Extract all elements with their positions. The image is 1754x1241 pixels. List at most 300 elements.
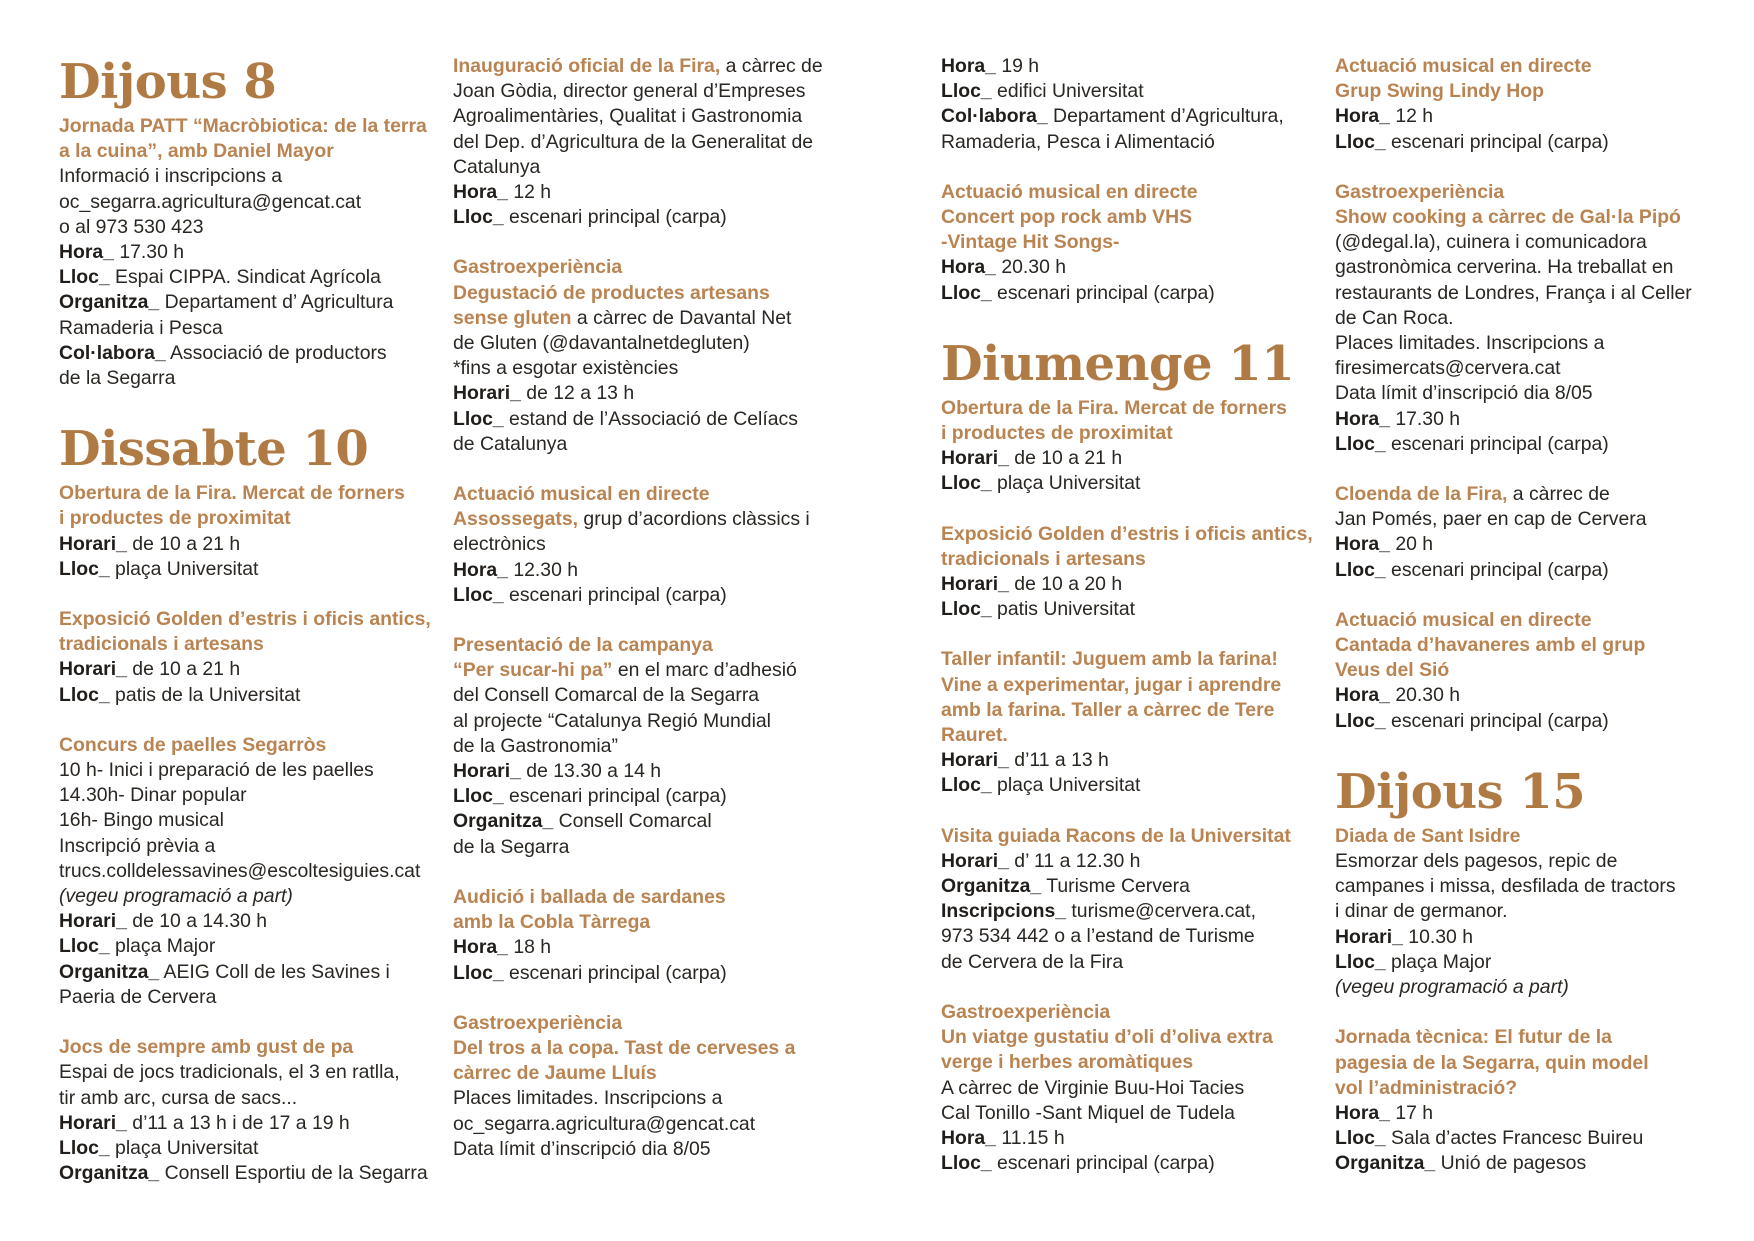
event-line	[59, 1136, 439, 1161]
event-block	[941, 1000, 1321, 1176]
event-line	[941, 205, 1321, 230]
event-text: de 10 a 21 h	[126, 658, 241, 681]
field-label: Lloc_	[941, 281, 992, 304]
event-text: de 13.30 a 14 h	[520, 760, 662, 783]
event-text: 10.30 h	[1402, 925, 1473, 948]
event-line	[453, 1086, 833, 1111]
event-line	[453, 407, 833, 432]
event-title: Jornada tècnica: El futur de la	[1335, 1026, 1612, 1049]
event-block	[453, 885, 833, 986]
field-label: Hora_	[1335, 533, 1390, 556]
event-text: Sala d’actes Francesc Buireu	[1385, 1127, 1644, 1150]
event-line	[59, 316, 439, 341]
field-label: Hora_	[941, 55, 996, 77]
event-text: de 10 a 14.30 h	[126, 910, 268, 933]
event-text: escenari principal (carpa)	[1385, 432, 1609, 455]
field-label: Hora_	[1335, 1101, 1390, 1124]
event-line	[59, 733, 439, 758]
field-label: Hora_	[1335, 105, 1390, 128]
event-text: i dinar de germanor.	[1335, 900, 1508, 923]
event-line	[59, 341, 439, 366]
event-text: plaça Universitat	[991, 472, 1141, 495]
event-text: Unió de pagesos	[1435, 1152, 1587, 1175]
event-text: Jan Pomés, paer en cap de Cervera	[1335, 508, 1647, 531]
event-text: escenari principal (carpa)	[991, 281, 1215, 304]
event-line	[453, 835, 833, 860]
event-text: Turisme Cervera	[1041, 875, 1190, 898]
field-label: Organitza_	[453, 810, 554, 833]
event-line	[453, 1036, 833, 1061]
event-line	[941, 281, 1321, 306]
event-line	[59, 265, 439, 290]
event-title: a la cuina”, amb Daniel Mayor	[59, 140, 334, 163]
event-text: del Consell Comarcal de la Segarra	[453, 684, 760, 707]
event-line	[1335, 381, 1715, 406]
event-text: a càrrec de Davantal Net	[571, 306, 792, 329]
event-text: de Can Roca.	[1335, 306, 1454, 329]
event-line	[941, 723, 1321, 748]
event-text: 17.30 h	[1389, 407, 1461, 430]
event-line	[941, 950, 1321, 975]
event-text: plaça Universitat	[109, 1136, 259, 1159]
event-title: Degustació de productes artesans	[453, 281, 770, 304]
event-text: Departament d’ Agricultura	[159, 291, 394, 314]
event-text: o al 973 530 423	[59, 215, 204, 238]
field-label: Lloc_	[453, 206, 504, 229]
event-line	[1335, 558, 1715, 583]
event-line	[453, 180, 833, 205]
event-line	[941, 1025, 1321, 1050]
event-text: A càrrec de Virginie Buu-Hoi Tacies	[941, 1076, 1245, 1099]
event-text: Catalunya	[453, 155, 541, 178]
event-line	[453, 432, 833, 457]
field-label: Lloc_	[1335, 1127, 1386, 1150]
event-title: vol l’administració?	[1335, 1076, 1518, 1099]
event-line	[941, 446, 1321, 471]
field-label: Lloc_	[59, 266, 110, 289]
event-text: d’11 a 13 h	[1008, 749, 1109, 772]
event-line	[453, 532, 833, 557]
field-label: Hora_	[941, 256, 996, 279]
event-line	[453, 683, 833, 708]
event-text: escenari principal (carpa)	[503, 785, 727, 808]
field-label: Horari_	[941, 849, 1009, 872]
event-line	[59, 607, 439, 632]
field-label: Lloc_	[941, 80, 992, 103]
event-text: oc_segarra.agricultura@gencat.cat	[59, 190, 362, 213]
event-line	[453, 910, 833, 935]
event-text: 19 h	[995, 55, 1040, 77]
event-line	[453, 306, 833, 331]
event-block	[1335, 608, 1715, 734]
event-block	[941, 647, 1321, 798]
event-text: 12.30 h	[507, 558, 579, 581]
event-text: Ramaderia, Pesca i Alimentació	[941, 130, 1215, 153]
event-title: Jornada PATT “Macròbiotica: de la terra	[59, 115, 427, 137]
event-line	[453, 961, 833, 986]
event-text: campanes i missa, desfilada de tractors	[1335, 875, 1676, 898]
event-title: Rauret.	[941, 724, 1008, 747]
event-line	[1335, 255, 1715, 280]
event-text: escenari principal (carpa)	[991, 1152, 1215, 1175]
event-block	[941, 180, 1321, 306]
event-text: edifici Universitat	[991, 80, 1144, 103]
event-block	[941, 824, 1321, 975]
column-3	[941, 54, 1321, 1176]
day-heading: Dijous 15	[1335, 763, 1586, 820]
event-text: 18 h	[507, 936, 552, 959]
event-line	[453, 104, 833, 129]
event-line	[941, 824, 1321, 849]
event-line	[59, 481, 439, 506]
event-block	[1335, 180, 1715, 457]
event-line	[1335, 432, 1715, 457]
event-line	[59, 290, 439, 315]
field-label: Col·labora_	[59, 341, 166, 364]
event-text: de la Segarra	[453, 835, 570, 858]
event-text: Places limitades. Inscripcions a	[1335, 332, 1605, 355]
event-title: Veus del Sió	[1335, 659, 1450, 682]
event-title: Taller infantil: Juguem amb la farina!	[941, 648, 1278, 671]
event-text: turisme@cervera.cat,	[1066, 900, 1256, 923]
event-title: Cloenda de la Fira,	[1335, 483, 1508, 506]
event-line	[59, 240, 439, 265]
event-line	[941, 396, 1321, 421]
event-text: escenari principal (carpa)	[1385, 709, 1609, 732]
event-line	[59, 758, 439, 783]
event-text: d’11 a 13 h i de 17 a 19 h	[126, 1111, 350, 1134]
event-line	[941, 874, 1321, 899]
event-line	[1335, 683, 1715, 708]
field-label: Lloc_	[1335, 709, 1386, 732]
field-label: Lloc_	[59, 683, 110, 706]
event-text: Joan Gòdia, director general d’Empreses	[453, 80, 806, 103]
event-block	[1335, 54, 1715, 155]
field-label: Lloc_	[941, 598, 992, 621]
event-line	[453, 809, 833, 834]
event-title: Vine a experimentar, jugar i aprendre	[941, 673, 1282, 696]
event-title: i productes de proximitat	[941, 422, 1173, 445]
event-line	[1335, 950, 1715, 975]
field-label: Lloc_	[453, 961, 504, 984]
event-text: (@degal.la), cuinera i comunicadora	[1335, 231, 1647, 254]
field-label: Hora_	[1335, 684, 1390, 707]
event-line	[59, 859, 439, 884]
event-line	[453, 784, 833, 809]
event-title: Actuació musical en directe	[1335, 608, 1592, 631]
event-line	[1335, 130, 1715, 155]
field-label: Hora_	[453, 558, 508, 581]
field-label: Hora_	[453, 936, 508, 959]
event-line	[941, 748, 1321, 773]
event-text: 20.30 h	[1389, 684, 1461, 707]
event-title: Assossegats,	[453, 508, 579, 531]
event-text: Espai de jocs tradicionals, el 3 en ratlla,	[59, 1061, 400, 1084]
event-line	[59, 139, 439, 164]
event-line	[59, 1086, 439, 1111]
event-block	[59, 114, 439, 391]
event-line	[941, 924, 1321, 949]
field-label: Organitza_	[941, 875, 1042, 898]
event-line	[59, 808, 439, 833]
event-title: Audició i ballada de sardanes	[453, 885, 726, 908]
event-title: verge i herbes aromàtiques	[941, 1051, 1194, 1074]
event-text: trucs.colldelessavines@escoltesiguies.cat	[59, 859, 421, 882]
event-text: escenari principal (carpa)	[1385, 558, 1609, 581]
event-line	[1335, 205, 1715, 230]
field-label: Horari_	[1335, 925, 1403, 948]
event-title: càrrec de Jaume Lluís	[453, 1062, 657, 1085]
event-title: Actuació musical en directe	[453, 483, 710, 506]
event-text: plaça Major	[109, 935, 216, 958]
event-line	[59, 1035, 439, 1060]
column-2	[453, 54, 833, 1162]
event-block	[453, 255, 833, 457]
event-title: Visita guiada Racons de la Universitat	[941, 824, 1291, 847]
event-line	[1335, 899, 1715, 924]
event-line	[941, 899, 1321, 924]
field-label: Horari_	[59, 658, 127, 681]
event-text: en el marc d’adhesió	[612, 659, 797, 682]
event-line	[59, 557, 439, 582]
event-line	[1335, 180, 1715, 205]
event-line	[59, 960, 439, 985]
field-label: Horari_	[59, 910, 127, 933]
event-line	[59, 532, 439, 557]
event-line	[941, 1151, 1321, 1176]
event-line	[453, 1011, 833, 1036]
event-title: Concurs de paelles Segarròs	[59, 733, 327, 756]
field-label: Organitza_	[59, 960, 160, 983]
field-label: Organitza_	[59, 291, 160, 314]
event-line	[1335, 104, 1715, 129]
event-text: plaça Major	[1385, 950, 1492, 973]
event-line	[1335, 507, 1715, 532]
event-title: Concert pop rock amb VHS	[941, 206, 1193, 229]
event-text: tir amb arc, cursa de sacs...	[59, 1086, 298, 1109]
event-text: 20 h	[1389, 533, 1434, 556]
event-text: plaça Universitat	[991, 774, 1141, 797]
event-title: “Per sucar-hi pa”	[453, 659, 613, 682]
event-line	[1335, 925, 1715, 950]
event-line	[1335, 230, 1715, 255]
event-block	[59, 607, 439, 708]
note-text: (vegeu programació a part)	[59, 885, 293, 908]
event-line	[941, 104, 1321, 129]
event-text: Departament d’Agricultura,	[1047, 105, 1284, 128]
event-line	[941, 255, 1321, 280]
event-title: Gastroexperiència	[941, 1000, 1111, 1023]
event-line	[941, 79, 1321, 104]
event-line	[453, 558, 833, 583]
event-line	[453, 633, 833, 658]
event-line	[1335, 633, 1715, 658]
event-line	[1335, 407, 1715, 432]
event-line	[941, 130, 1321, 155]
event-line	[453, 381, 833, 406]
field-label: Horari_	[941, 749, 1009, 772]
event-title: -Vintage Hit Songs-	[941, 231, 1120, 254]
event-block	[453, 482, 833, 608]
event-text: de 10 a 21 h	[1008, 447, 1123, 470]
event-line	[1335, 54, 1715, 79]
event-text: Data límit d’inscripció dia 8/05	[1335, 382, 1593, 405]
event-line	[59, 683, 439, 708]
event-title: tradicionals i artesans	[59, 633, 264, 656]
field-label: Lloc_	[941, 774, 992, 797]
field-label: Horari_	[59, 1111, 127, 1134]
event-text: 11.15 h	[995, 1126, 1065, 1149]
event-text: oc_segarra.agricultura@gencat.cat	[453, 1112, 756, 1135]
event-line	[1335, 331, 1715, 356]
event-title: Exposició Golden d’estris i oficis antics,	[941, 522, 1313, 545]
event-title: Del tros a la copa. Tast de cerveses a	[453, 1036, 796, 1059]
event-text: gastronòmica cerverina. Ha treballat en	[1335, 256, 1674, 279]
event-text: patis de la Universitat	[109, 683, 301, 706]
event-line	[59, 215, 439, 240]
event-line	[453, 79, 833, 104]
event-text: 16h- Bingo musical	[59, 809, 224, 832]
event-line	[1335, 1076, 1715, 1101]
event-title: Cantada d’havaneres amb el grup	[1335, 634, 1646, 657]
event-text: Agroalimentàries, Qualitat i Gastronomia	[453, 105, 803, 128]
event-line	[59, 934, 439, 959]
event-text: escenari principal (carpa)	[503, 206, 727, 229]
event-line	[941, 597, 1321, 622]
event-text: de la Segarra	[59, 367, 176, 390]
event-line	[941, 54, 1321, 79]
field-label: Lloc_	[1335, 130, 1386, 153]
field-label: Lloc_	[941, 472, 992, 495]
event-line	[59, 1060, 439, 1085]
field-label: Organitza_	[1335, 1152, 1436, 1175]
event-text: *fins a esgotar existències	[453, 357, 679, 380]
field-label: Horari_	[941, 573, 1009, 596]
event-text: 17.30 h	[113, 241, 185, 264]
event-line	[59, 909, 439, 934]
event-line	[941, 1000, 1321, 1025]
field-label: Horari_	[453, 760, 521, 783]
event-line	[453, 1061, 833, 1086]
event-line	[453, 54, 833, 79]
event-title: sense gluten	[453, 306, 572, 329]
event-text: d’ 11 a 12.30 h	[1008, 849, 1141, 872]
event-line	[453, 155, 833, 180]
event-line	[453, 482, 833, 507]
event-text: Data límit d’inscripció dia 8/05	[453, 1137, 711, 1160]
event-line	[453, 734, 833, 759]
event-title: Un viatge gustatiu d’oli d’oliva extra	[941, 1026, 1273, 1049]
event-title: Obertura de la Fira. Mercat de forners	[941, 396, 1287, 419]
event-text: de la Gastronomia”	[453, 734, 618, 757]
event-text: del Dep. d’Agricultura de la Generalitat de	[453, 130, 814, 153]
event-text: de 12 a 13 h	[520, 382, 635, 405]
event-block	[1335, 1025, 1715, 1176]
event-line	[453, 255, 833, 280]
event-line	[453, 583, 833, 608]
event-text: escenari principal (carpa)	[503, 583, 727, 606]
event-line	[1335, 1126, 1715, 1151]
event-title: Grup Swing Lindy Hop	[1335, 80, 1544, 103]
event-line	[59, 657, 439, 682]
event-line	[59, 190, 439, 215]
event-text: 14.30h- Dinar popular	[59, 784, 247, 807]
event-title: Actuació musical en directe	[941, 180, 1198, 203]
event-title: Exposició Golden d’estris i oficis antics,	[59, 608, 431, 631]
event-title: Presentació de la campanya	[453, 634, 713, 657]
event-line	[1335, 1101, 1715, 1126]
event-line	[59, 114, 439, 139]
event-line	[1335, 306, 1715, 331]
event-title: Diada de Sant Isidre	[1335, 824, 1521, 847]
event-text: 973 534 442 o a l’estand de Turisme	[941, 925, 1255, 948]
event-line	[1335, 975, 1715, 1000]
event-line	[453, 1112, 833, 1137]
event-line	[59, 164, 439, 189]
event-title: tradicionals i artesans	[941, 547, 1146, 570]
event-title: amb la farina. Taller a càrrec de Tere	[941, 698, 1275, 721]
event-line	[941, 673, 1321, 698]
event-title: Gastroexperiència	[453, 256, 623, 279]
event-text: 20.30 h	[995, 256, 1067, 279]
event-line	[453, 507, 833, 532]
event-line	[1335, 709, 1715, 734]
event-block	[941, 396, 1321, 497]
event-text: Consell Comarcal	[553, 810, 712, 833]
event-block	[941, 54, 1321, 155]
event-text: Informació i inscripcions a	[59, 165, 283, 188]
event-line	[941, 849, 1321, 874]
event-text: de 10 a 21 h	[126, 532, 241, 555]
event-text: a càrrec de	[1507, 483, 1610, 506]
event-line	[941, 647, 1321, 672]
day-heading: Diumenge 11	[941, 335, 1295, 392]
event-text: 12 h	[1389, 105, 1434, 128]
event-text: 12 h	[507, 181, 552, 204]
event-block	[941, 522, 1321, 623]
event-line	[453, 935, 833, 960]
event-block	[59, 1035, 439, 1186]
event-title: Actuació musical en directe	[1335, 55, 1592, 77]
event-text: 17 h	[1389, 1101, 1434, 1124]
event-line	[941, 1126, 1321, 1151]
event-text: firesimercats@cervera.cat	[1335, 357, 1561, 380]
event-block	[59, 481, 439, 582]
field-label: Hora_	[59, 241, 114, 264]
field-label: Hora_	[1335, 407, 1390, 430]
event-line	[1335, 849, 1715, 874]
event-title: Jocs de sempre amb gust de pa	[59, 1036, 354, 1059]
field-label: Lloc_	[1335, 950, 1386, 973]
field-label: Lloc_	[59, 1136, 110, 1159]
event-line	[59, 884, 439, 909]
event-text: grup d’acordions clàssics i	[578, 508, 810, 531]
event-line	[453, 331, 833, 356]
field-label: Lloc_	[453, 785, 504, 808]
event-line	[1335, 658, 1715, 683]
event-line	[453, 1137, 833, 1162]
event-text: Cal Tonillo -Sant Miquel de Tudela	[941, 1101, 1235, 1124]
event-line	[941, 572, 1321, 597]
event-text: Places limitades. Inscripcions a	[453, 1087, 723, 1110]
event-title: Gastroexperiència	[453, 1011, 623, 1034]
event-line	[59, 783, 439, 808]
event-block	[1335, 824, 1715, 1000]
event-line	[941, 471, 1321, 496]
field-label: Lloc_	[59, 557, 110, 580]
event-line	[941, 421, 1321, 446]
event-line	[59, 632, 439, 657]
